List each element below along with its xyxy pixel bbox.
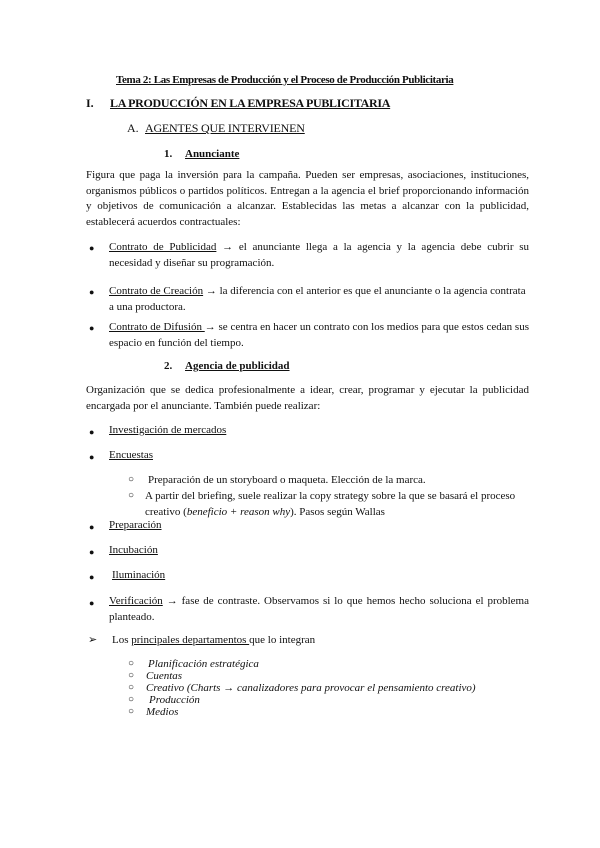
departments-intro [112, 634, 315, 646]
bullet-icon: ● [89, 547, 95, 557]
section-heading: LA PRODUCCIÓN EN LA EMPRESA PUBLICITARIA [110, 96, 391, 110]
contract-term: Contrato de Creación [109, 285, 204, 297]
paragraph-agencia: Organización que se dedica profesionalmente a idear, crear, programar y ejecutar la publicidad encargada por el anunciante. También puede realizar: [86, 384, 529, 412]
bullet-icon: ● [89, 427, 95, 437]
paragraph-anunciante: Figura que paga la inversión para la campaña. Pueden ser empresas, asociaciones, instituciones, organismos públicos o partidos políticos. Entregan a la agencia el brief proporcionando información y objetivos de comunicación a alcanzar. Establecidas las metas a alcanzar con la publicidad, establecerá acuerdos contractuales: [86, 169, 529, 228]
subsection-letter: A. [127, 121, 139, 135]
contract-text: → el anunciante llega a la agencia y la agencia debe cubrir su necesidad y diseñar su programación. [109, 241, 529, 269]
circle-bullet-icon: ○ [128, 694, 135, 705]
list-item-term: Verificación [109, 595, 163, 607]
bullet-icon: ● [89, 287, 95, 297]
circle-bullet-icon: ○ [128, 658, 135, 669]
department-item: Creativo (Charts → canalizadores para provocar el pensamiento creativo) [146, 682, 476, 694]
document-title: Tema 2: Las Empresas de Producción y el Proceso de Producción Publicitaria [116, 74, 454, 86]
department-item: Producción [149, 694, 200, 706]
sub-list-italic: beneficio + reason why [186, 505, 291, 518]
department-item: Cuentas [146, 670, 183, 682]
list-item: Iluminación [112, 569, 166, 581]
bullet-icon: ● [89, 598, 95, 608]
bullet-icon: ● [89, 452, 95, 462]
circle-bullet-icon: ○ [128, 682, 135, 693]
intro-text: que lo integran [249, 634, 316, 646]
department-item: Medios [146, 706, 179, 718]
section-number: I. [86, 96, 94, 110]
contract-term: Contrato de Publicidad [109, 241, 217, 253]
list-item [109, 240, 529, 271]
bullet-icon: ● [89, 522, 95, 532]
list-item: Preparación [109, 519, 162, 531]
item-heading: Agencia de publicidad [185, 360, 290, 372]
list-item: Investigación de mercados [109, 424, 227, 436]
contract-term: Contrato de Difusión [109, 321, 205, 333]
arrow-bullet-icon: ➢ [88, 634, 98, 646]
item-number: 1. [164, 148, 173, 160]
item-heading: Anunciante [185, 148, 240, 160]
contract-text: → la diferencia con el anterior es que el anunciante o la agencia contrata a una productora. [109, 285, 526, 313]
bullet-icon: ● [89, 243, 95, 253]
intro-text: Los [112, 634, 132, 646]
circle-bullet-icon: ○ [128, 474, 135, 485]
intro-underlined: principales departamentos [131, 634, 250, 646]
sub-list-item [145, 489, 530, 520]
bullet-icon: ● [89, 572, 95, 582]
sub-list-item: Preparación de un storyboard o maqueta. Elección de la marca. [148, 474, 426, 486]
list-item-text: → fase de contraste. Observamos si lo que hemos hecho soluciona el problema planteado. [109, 595, 529, 623]
contract-text: → se centra en hacer un contrato con los medios para que estos cedan sus espacio en función del tiempo. [109, 321, 529, 349]
list-item [109, 284, 529, 315]
list-item: Encuestas [109, 449, 153, 461]
sub-list-text: ). Pasos según Wallas [290, 505, 385, 518]
circle-bullet-icon: ○ [128, 490, 135, 501]
circle-bullet-icon: ○ [128, 670, 135, 681]
list-item: Incubación [109, 544, 158, 556]
department-item: Planificación estratégica [148, 658, 259, 670]
list-item [109, 320, 529, 351]
list-item [109, 594, 529, 625]
circle-bullet-icon: ○ [128, 706, 135, 717]
subsection-heading: AGENTES QUE INTERVIENEN [145, 121, 305, 135]
bullet-icon: ● [89, 323, 95, 333]
sub-list-text: A partir del briefing, suele realizar la copy strategy sobre la que se basará el proceso creativo ( [145, 490, 516, 518]
item-number: 2. [164, 360, 173, 372]
